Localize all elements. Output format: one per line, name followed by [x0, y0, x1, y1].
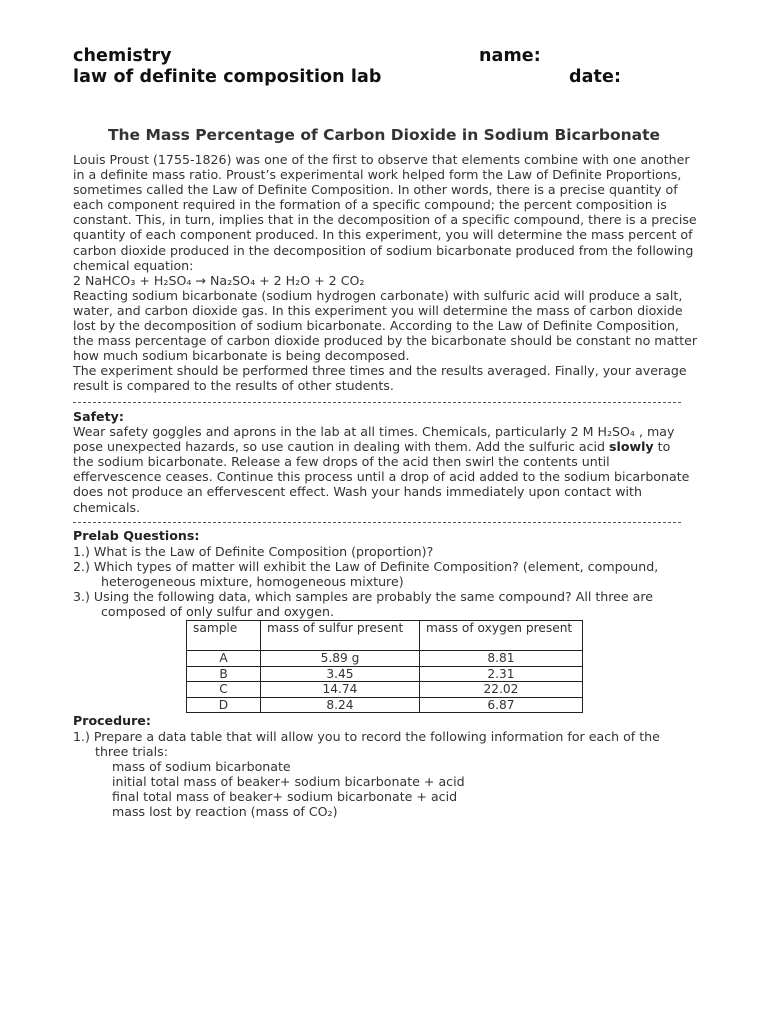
sample-data-table	[186, 620, 583, 713]
table-cell: C	[187, 682, 261, 698]
table-cell: A	[187, 651, 261, 667]
safety-line: the sodium bicarbonate. Release a few drops of the acid then swirl the contents until	[73, 454, 610, 470]
safety-line	[73, 439, 713, 454]
prelab-question-2: 2.) Which types of matter will exhibit the Law of Definite Composition? (element, compound,	[73, 559, 659, 574]
table-header-row	[187, 621, 583, 651]
table-row	[187, 651, 583, 667]
prelab-question-3-cont: composed of only sulfur and oxygen.	[101, 604, 334, 619]
procedure-step-1: 1.) Prepare a data table that will allow you to record the following information for each of the	[73, 729, 660, 744]
table-header: sample	[187, 621, 261, 651]
chemical-equation: 2 NaHCO₃ + H₂SO₄ → Na₂SO₄ + 2 H₂O + 2 CO₂	[73, 272, 365, 288]
safety-section	[73, 409, 713, 515]
intro-line: Louis Proust (1755-1826) was one of the first to observe that elements combine with one another	[73, 152, 690, 167]
table-cell: 8.81	[420, 651, 583, 667]
safety-line: Wear safety goggles and aprons in the lab at all times. Chemicals, particularly 2 M H₂SO₄ , may	[73, 424, 675, 440]
intro-line: quantity of each component produced. In this experiment, you will determine the mass percent of	[73, 227, 693, 243]
prelab-heading: Prelab Questions:	[73, 528, 200, 543]
table-cell: 8.24	[261, 697, 420, 713]
reaction-line: lost by the decomposition of sodium bicarbonate. According to the Law of Definite Composition,	[73, 318, 679, 334]
procedure-item: mass of sodium bicarbonate	[112, 759, 291, 774]
table-cell: D	[187, 697, 261, 713]
table-header: mass of sulfur present	[261, 621, 420, 651]
prelab-question-3: 3.) Using the following data, which samples are probably the same compound? All three are	[73, 589, 654, 604]
course-label: chemistry	[73, 46, 172, 66]
safety-text: to	[653, 439, 671, 455]
procedure-item: initial total mass of beaker+ sodium bicarbonate + acid	[112, 774, 465, 789]
table-cell: 3.45	[261, 666, 420, 682]
document-title: The Mass Percentage of Carbon Dioxide in Sodium Bicarbonate	[107, 126, 661, 144]
table-cell: 6.87	[420, 697, 583, 713]
table-header: mass of oxygen present	[420, 621, 583, 651]
table-row	[187, 666, 583, 682]
table-cell: 22.02	[420, 682, 583, 698]
procedure-step-1-cont: three trials:	[95, 744, 168, 759]
divider	[73, 522, 681, 523]
intro-line: carbon dioxide produced in the decomposition of sodium bicarbonate produced from the following	[73, 242, 694, 258]
procedure-item: mass lost by reaction (mass of CO₂)	[112, 804, 338, 819]
table-cell: B	[187, 666, 261, 682]
reaction-line: the mass percentage of carbon dioxide produced by the bicarbonate should be constant no matter	[73, 333, 698, 349]
safety-line: effervescence ceases. Continue this process until a drop of acid added to the sodium bicarbonate	[73, 469, 690, 485]
reaction-line: water, and carbon dioxide gas. In this experiment you will determine the mass of carbon dioxide	[73, 302, 683, 318]
date-label: date:	[569, 67, 622, 87]
intro-line: in a definite mass ratio. Proust’s experimental work helped form the Law of Definite Proportions,	[73, 167, 682, 183]
slowly-emphasis: slowly	[609, 439, 654, 455]
intro-line: each component required in the formation of a specific compound; the percent composition is	[73, 197, 667, 213]
safety-heading: Safety:	[73, 409, 124, 424]
intro-line: sometimes called the Law of Definite Composition. In other words, there is a precise quantity of	[73, 182, 678, 198]
intro-line: constant. This, in turn, implies that in the decomposition of a specific compound, there is a precise	[73, 212, 697, 228]
prelab-question-1: 1.) What is the Law of Definite Composition (proportion)?	[73, 544, 434, 559]
table-cell: 14.74	[261, 682, 420, 698]
prelab-question-2-cont: heterogeneous mixture, homogeneous mixture)	[101, 574, 404, 589]
reaction-line: The experiment should be performed three times and the results averaged. Finally, your average	[73, 363, 687, 379]
reaction-line: Reacting sodium bicarbonate (sodium hydrogen carbonate) with sulfuric acid will produce a salt,	[73, 287, 683, 303]
table-row	[187, 682, 583, 698]
table-cell: 5.89 g	[261, 651, 420, 667]
intro-paragraph	[73, 152, 713, 394]
procedure-heading: Procedure:	[73, 713, 151, 728]
divider	[73, 402, 681, 403]
table-cell: 2.31	[420, 666, 583, 682]
procedure-item: final total mass of beaker+ sodium bicarbonate + acid	[112, 789, 458, 804]
safety-line: does not produce an effervescent effect. Wash your hands immediately upon contact with	[73, 484, 642, 500]
lab-title: law of definite composition lab	[73, 67, 382, 87]
intro-line: chemical equation:	[73, 257, 194, 273]
safety-text: pose unexpected hazards, so use caution in dealing with them. Add the sulfuric acid	[73, 439, 610, 455]
name-label: name:	[479, 46, 541, 66]
reaction-line: result is compared to the results of other students.	[73, 378, 394, 394]
safety-line: chemicals.	[73, 499, 141, 515]
table-row	[187, 697, 583, 713]
reaction-line: how much sodium bicarbonate is being decomposed.	[73, 348, 410, 364]
